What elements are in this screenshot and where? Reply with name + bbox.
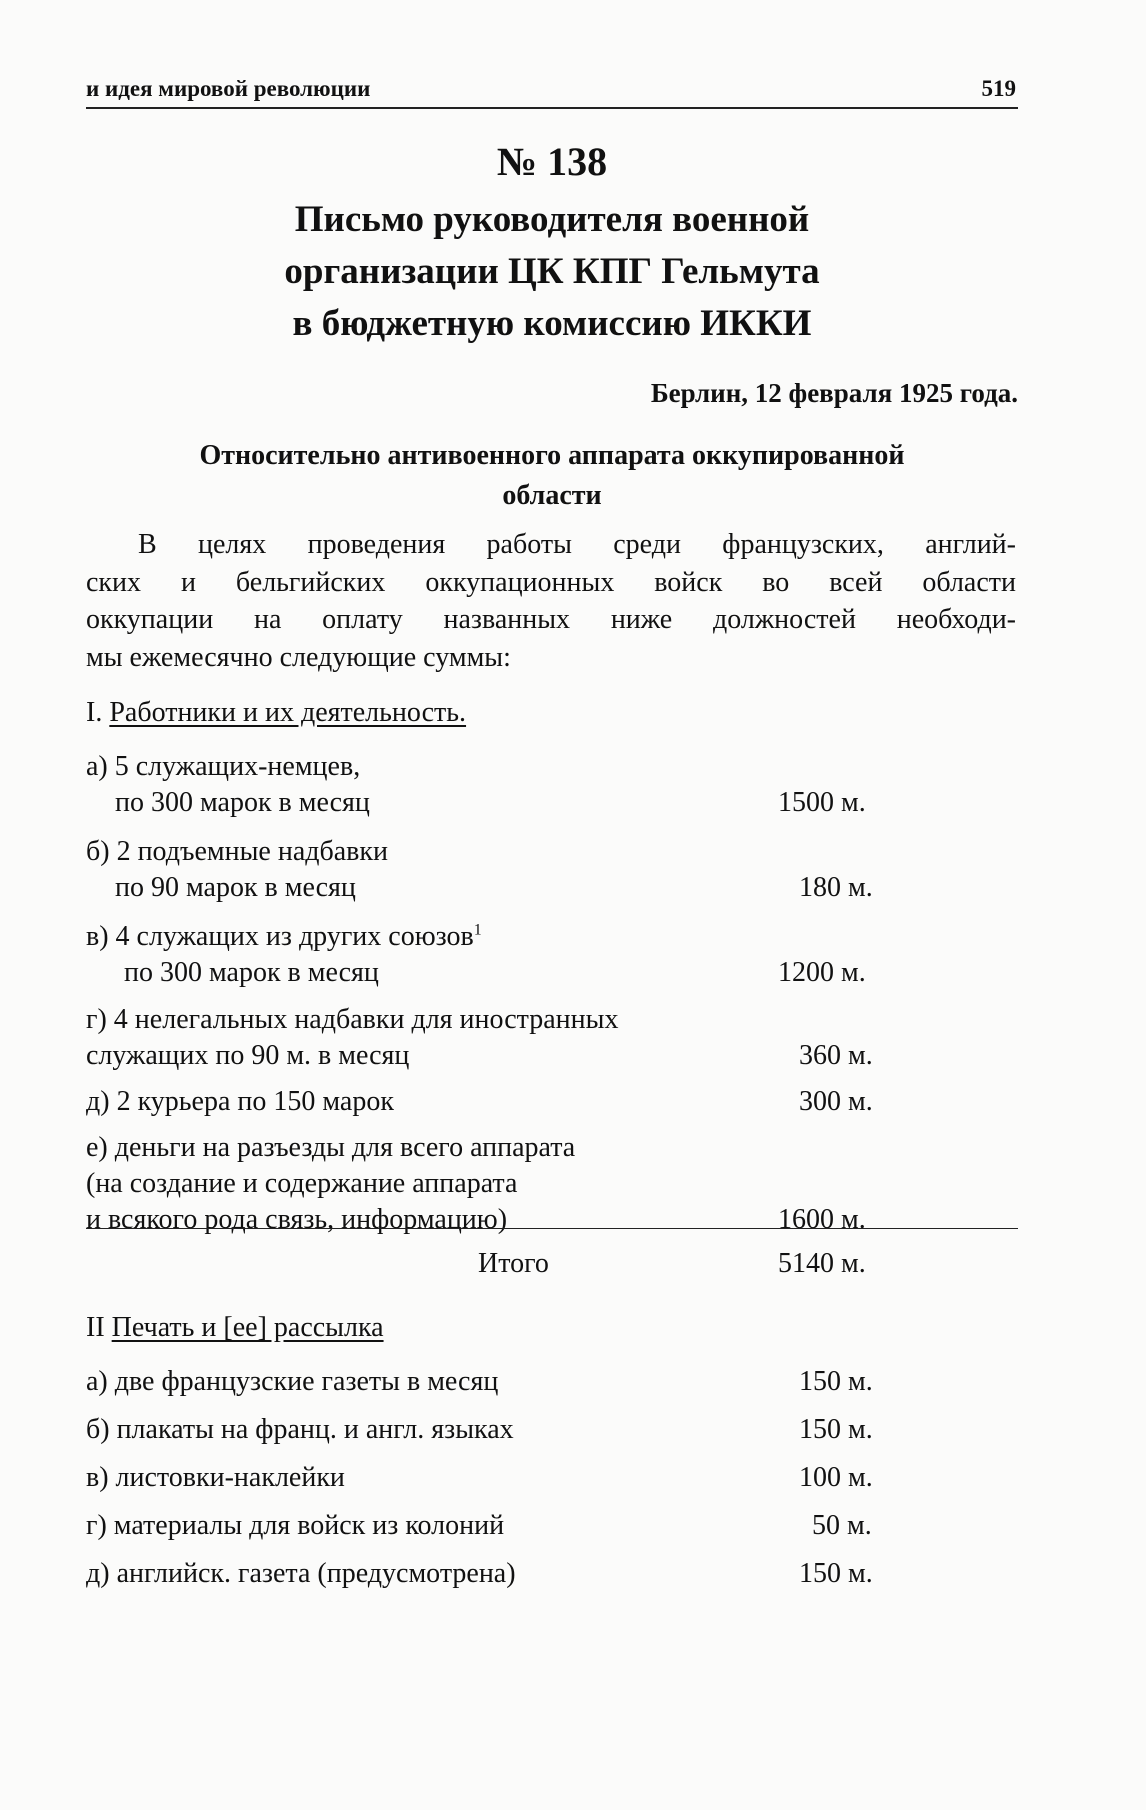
item-1v-amount: 1200 м. [778, 957, 866, 988]
document-date: Берлин, 12 февраля 1925 года. [650, 378, 1018, 408]
item-1d-amount: 300 м. [799, 1086, 873, 1117]
intro-paragraph [86, 526, 1016, 676]
item-1a-amount: 1500 м. [778, 787, 866, 818]
item-2g-text: г) материалы для войск из колоний [86, 1510, 505, 1541]
item-1a-line1: а) 5 служащих-немцев, [86, 751, 361, 782]
item-2b-text: б) плакаты на франц. и англ. языках [86, 1414, 514, 1445]
intro-line: оккупации на оплату названных ниже должностей необходи- [86, 604, 1016, 635]
item-1v-line2: по 300 марок в месяц [124, 957, 379, 988]
running-header-title: и идея мировой революции [86, 76, 371, 101]
document-subject [86, 436, 1018, 516]
item-2d-amount: 150 м. [799, 1558, 873, 1589]
page-number: 519 [981, 76, 1016, 101]
document-number: № 138 [496, 139, 608, 184]
document-subject-line: области [502, 480, 602, 511]
item-1v-line1 [86, 921, 482, 953]
section-2-heading [86, 1312, 384, 1344]
document-title-line: Письмо руководителя военной [294, 199, 810, 240]
section-2-prefix: II [86, 1312, 112, 1343]
section-1-title: Работники и их деятельность. [109, 697, 467, 728]
item-2v-text: в) листовки-наклейки [86, 1462, 345, 1493]
item-2v-amount: 100 м. [799, 1462, 873, 1493]
document-subject-line: Относительно антивоенного аппарата оккупированной [199, 440, 905, 471]
item-1b-amount: 180 м. [799, 872, 873, 903]
intro-line: ских и бельгийских оккупационных войск во всей области [86, 566, 1016, 598]
total-label: Итого [478, 1248, 549, 1279]
total-rule [86, 1228, 1018, 1229]
item-1g-line2: служащих по 90 м. в месяц [86, 1040, 410, 1071]
intro-line: В целях проведения работы среди французских, англий- [138, 529, 1016, 560]
header-rule [86, 107, 1018, 109]
document-title-line: в бюджетную комиссию ИККИ [292, 303, 812, 344]
intro-line: мы ежемесячно следующие суммы: [86, 641, 511, 673]
item-1e-line2: (на создание и содержание аппарата [86, 1168, 518, 1199]
running-header [86, 76, 1016, 108]
item-2g-amount: 50 м. [812, 1510, 872, 1541]
document-title [86, 194, 1018, 350]
section-1-heading [86, 697, 466, 729]
item-1e-line3: и всякого рода связь, информацию) [86, 1204, 508, 1235]
item-1e-line1: е) деньги на разъезды для всего аппарата [86, 1132, 576, 1163]
item-1b-line2: по 90 марок в месяц [115, 872, 356, 903]
item-2a-amount: 150 м. [799, 1366, 873, 1397]
footnote-marker: 1 [473, 921, 482, 939]
item-1g-line1: г) 4 нелегальных надбавки для иностранных [86, 1004, 619, 1035]
item-1a-line2: по 300 марок в месяц [115, 787, 370, 818]
section-2-title: Печать и [ее] рассылка [111, 1312, 384, 1343]
item-1g-amount: 360 м. [799, 1040, 873, 1071]
item-1d-line1: д) 2 курьера по 150 марок [86, 1086, 394, 1117]
item-1e-amount: 1600 м. [778, 1204, 866, 1235]
document-title-line: организации ЦК КПГ Гельмута [284, 251, 820, 292]
item-2d-text: д) английск. газета (предусмотрена) [86, 1558, 516, 1589]
item-2b-amount: 150 м. [799, 1414, 873, 1445]
item-1v-line1-text: в) 4 служащих из других союзов [86, 921, 474, 952]
total-amount: 5140 м. [778, 1248, 866, 1279]
item-1b-line1: б) 2 подъемные надбавки [86, 836, 388, 867]
section-1-prefix: I. [86, 697, 110, 728]
item-2a-text: а) две французские газеты в месяц [86, 1366, 499, 1397]
